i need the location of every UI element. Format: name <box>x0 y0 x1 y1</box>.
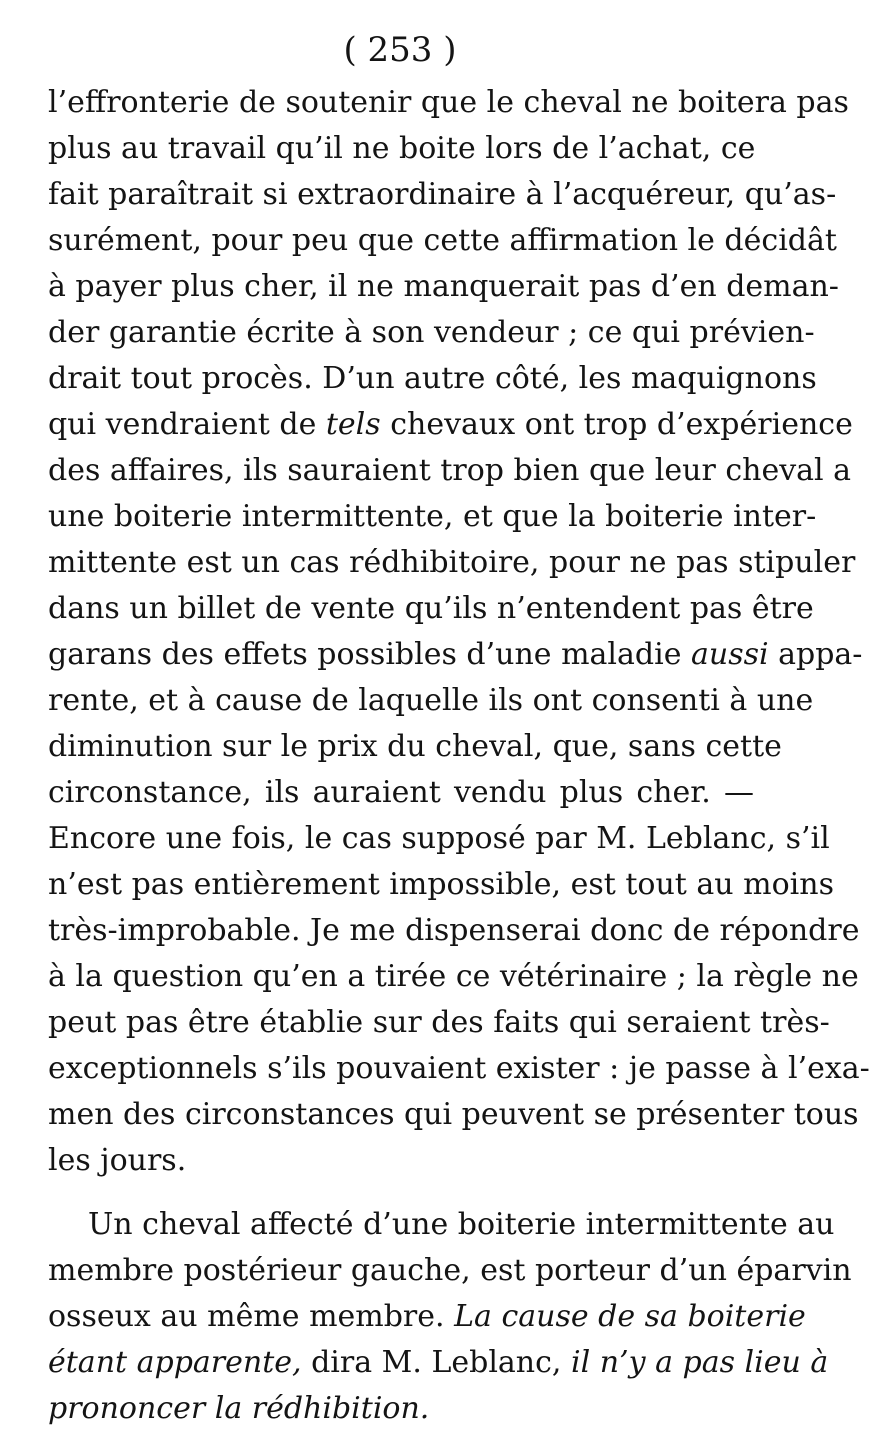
text-line: dans un billet de vente qu’ils n’entendent pas être <box>48 591 814 626</box>
text-segment: appa- <box>768 637 863 672</box>
text-line: membre postérieur gauche, est porteur d’un éparvin <box>48 1253 852 1288</box>
text-line: exceptionnels s’ils pouvaient exister : je passe à l’exa- <box>48 1051 870 1086</box>
text-line: fait paraîtrait si extraordinaire à l’acquéreur, qu’as- <box>48 177 837 212</box>
text-line: une boiterie intermittente, et que la boiterie inter- <box>48 499 817 534</box>
italic-word: aussi <box>690 637 769 672</box>
page-number: ( 253 ) <box>343 30 457 70</box>
text-line: l’effronterie de soutenir que le cheval ne boitera pas <box>48 85 849 120</box>
italic-phrase: prononcer la rédhibition. <box>48 1391 430 1426</box>
text-line: très-improbable. Je me dispenserai donc de répondre <box>48 913 860 948</box>
text-line: rente, et à cause de laquelle ils ont consenti à une <box>48 683 814 718</box>
text-line: à payer plus cher, il ne manquerait pas d’en deman- <box>48 269 839 304</box>
italic-phrase: La cause de sa boiterie <box>454 1299 806 1334</box>
text-line: drait tout procès. D’un autre côté, les maquignons <box>48 361 817 396</box>
text-segment: osseux au même membre. <box>48 1299 455 1334</box>
text-segment: dira M. Leblanc, <box>301 1345 572 1380</box>
text-line: peut pas être établie sur des faits qui seraient très- <box>48 1005 830 1040</box>
text-line: les jours. <box>48 1143 187 1178</box>
italic-phrase: étant apparente, <box>48 1345 302 1380</box>
text-line: des affaires, ils sauraient trop bien que leur cheval a <box>48 453 852 488</box>
text-line <box>48 402 853 448</box>
text-segment: chevaux ont trop d’expérience <box>380 407 853 442</box>
text-line: plus au travail qu’il ne boite lors de l’achat, ce <box>48 131 756 166</box>
text-line <box>48 1386 754 1432</box>
text-line: surément, pour peu que cette affirmation le décidât <box>48 223 837 258</box>
text-line <box>48 1294 806 1340</box>
text-line: à la question qu’en a tirée ce vétérinaire ; la règle ne <box>48 959 859 994</box>
text-line: mittente est un cas rédhibitoire, pour ne pas stipuler <box>48 545 856 580</box>
paragraph-gap <box>48 1184 754 1202</box>
text-line <box>48 1340 829 1386</box>
text-line <box>48 632 863 678</box>
text-line: Encore une fois, le cas supposé par M. Leblanc, s’il <box>48 821 830 856</box>
italic-phrase: il n’y a pas lieu à <box>571 1345 829 1380</box>
text-segment: garans des effets possibles d’une maladie <box>48 637 691 672</box>
text-line: n’est pas entièrement impossible, est tout au moins <box>48 867 834 902</box>
text-line: Un cheval affecté d’une boiterie intermittente au <box>88 1207 835 1242</box>
text-line: diminution sur le prix du cheval, que, sans cette <box>48 729 782 764</box>
text-segment: qui vendraient de <box>48 407 326 442</box>
italic-word: tels <box>325 407 381 442</box>
body-text <box>48 80 870 1432</box>
text-line: der garantie écrite à son vendeur ; ce qui prévien- <box>48 315 815 350</box>
text-line: circonstance, ils auraient vendu plus cher. — <box>48 775 754 810</box>
text-line: men des circonstances qui peuvent se présenter tous <box>48 1097 859 1132</box>
